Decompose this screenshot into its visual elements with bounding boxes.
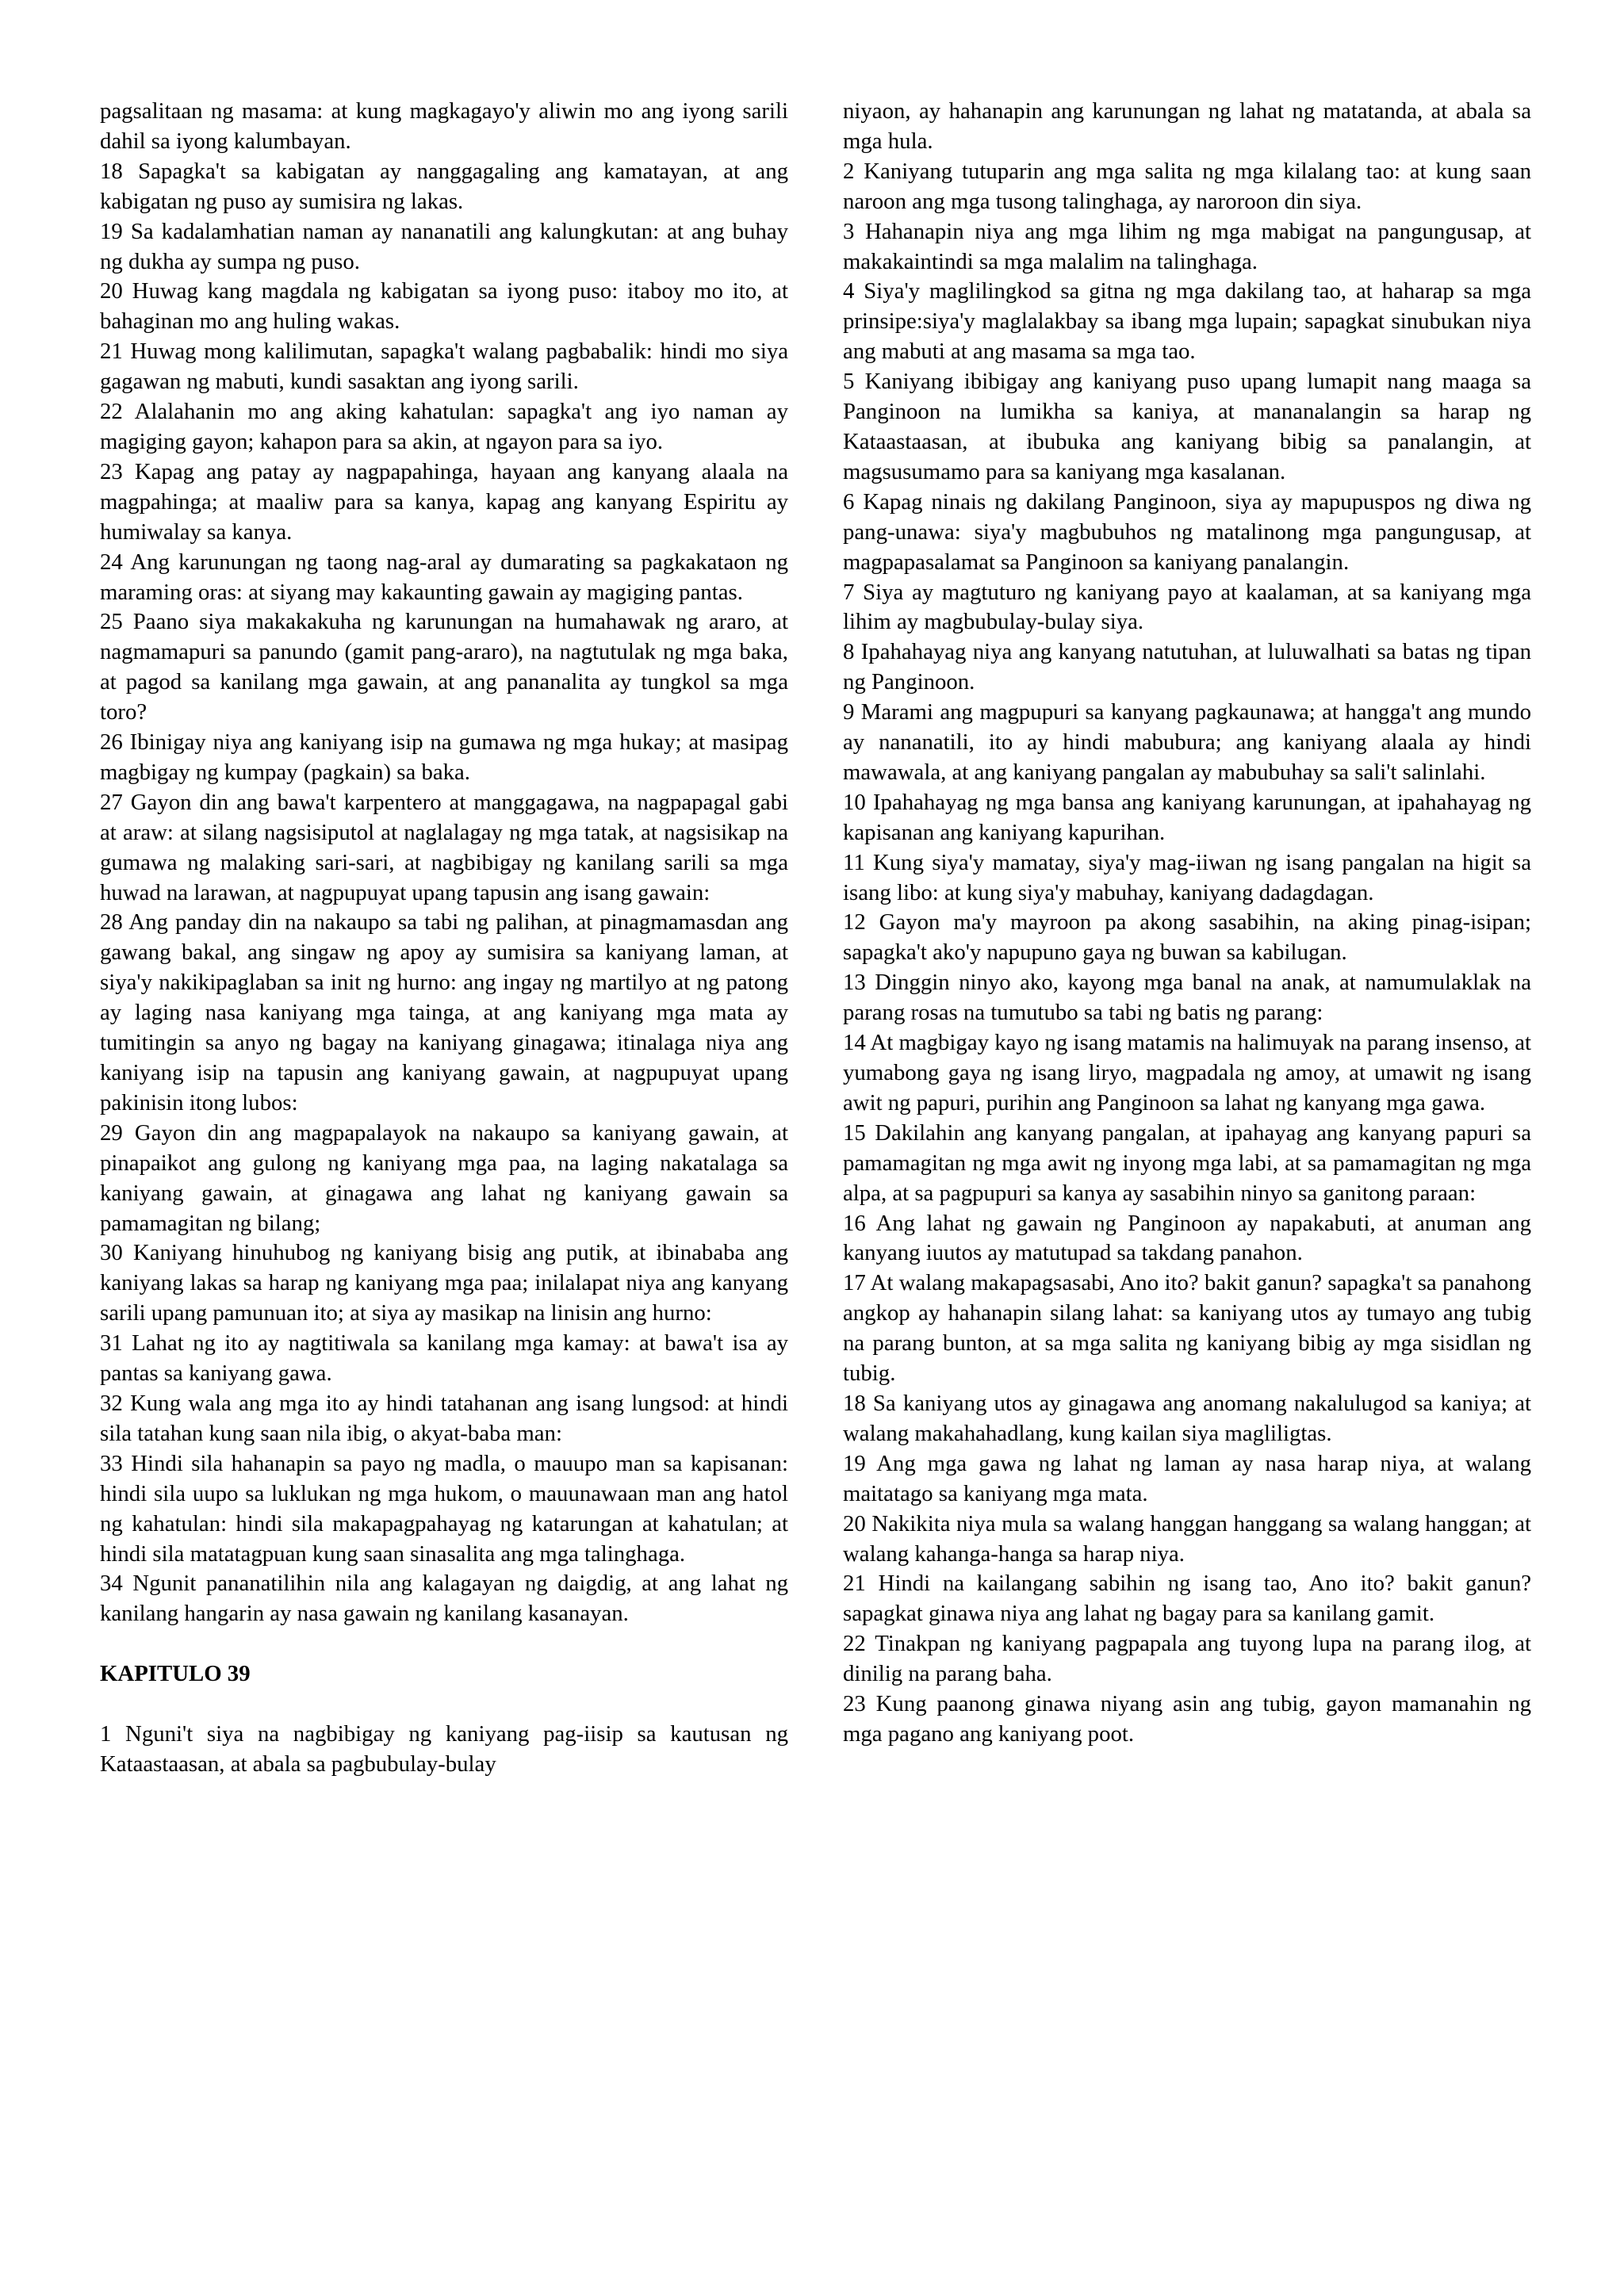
right-column [843, 97, 1531, 1750]
verse-paragraph: 1 Nguni't siya na nagbibigay ng kaniyang pag-iisip sa kautusan ng Kataastaasan, at abala sa pagbubulay-bulay [100, 1720, 788, 1777]
verse-paragraph: 26 Ibinigay niya ang kaniyang isip na gumawa ng mga hukay; at masipag magbigay ng kumpay (pagkain) sa baka. [100, 729, 788, 785]
verse-paragraph: 31 Lahat ng ito ay nagtitiwala sa kanilang mga kamay: at bawa't isa ay pantas sa kaniyang gawa. [100, 1330, 788, 1387]
verse-paragraph: 19 Sa kadalamhatian naman ay nananatili ang kalungkutan: at ang buhay ng dukha ay sumpa ng puso. [100, 218, 788, 274]
verse-paragraph: 17 At walang makapagsasabi, Ano ito? bakit ganun? sapagka't sa panahong angkop ay hahanapin silang lahat: sa kaniyang utos ay tumayo ang tubig na parang bunton, at sa mga salita ng kaniyang bibig ay mga sisidlan ng tubig. [843, 1270, 1531, 1387]
verse-paragraph: niyaon, ay hahanapin ang karunungan ng lahat ng matatanda, at abala sa mga hula. [843, 98, 1531, 154]
verse-paragraph: 23 Kapag ang patay ay nagpapahinga, hayaan ang kanyang alaala na magpahinga; at maaliw para sa kanya, kapag ang kanyang Espiritu ay humiwalay sa kanya. [100, 458, 788, 545]
chapter-heading: KAPITULO 39 [100, 1661, 251, 1687]
verse-paragraph: 8 Ipahahayag niya ang kanyang natutuhan, at luluwalhati sa batas ng tipan ng Panginoon. [843, 639, 1531, 695]
verse-paragraph: 4 Siya'y maglilingkod sa gitna ng mga dakilang tao, at haharap sa mga prinsipe:siya'y maglalakbay sa ibang mga lupain; sapagkat sinubukan niya ang mabuti at ang masama sa mga tao. [843, 278, 1531, 365]
verse-paragraph: 33 Hindi sila hahanapin sa payo ng madla, o mauupo man sa kapisanan: hindi sila uupo sa luklukan ng mga hukom, o mauunawaan man ang hatol ng kahatulan: hindi sila makapagpahayag ng katarungan at kahatulan; at hindi sila matatagpuan kung saan sinasalita ang mga talinghaga. [100, 1450, 788, 1567]
verse-paragraph: 22 Tinakpan ng kaniyang pagpapala ang tuyong lupa na parang ilog, at dinilig na parang baha. [843, 1631, 1531, 1687]
verse-paragraph: 5 Kaniyang ibibigay ang kaniyang puso upang lumapit nang maaga sa Panginoon na lumikha sa kaniya, at mananalangin sa harap ng Kataastaasan, at ibubuka ang kaniyang bibig sa panalangin, at magsusumamo para sa kaniyang mga kasalanan. [843, 369, 1531, 484]
verse-paragraph: 15 Dakilahin ang kanyang pangalan, at ipahayag ang kanyang papuri sa pamamagitan ng mga awit ng inyong mga labi, at sa pamamagitan ng mga alpa, at sa pagpupuri sa kanya ay sasabihin ninyo sa ganitong paraan: [843, 1119, 1531, 1206]
verse-paragraph: 32 Kung wala ang mga ito ay hindi tatahanan ang isang lungsod: at hindi sila tatahan kung saan nila ibig, o akyat-baba man: [100, 1390, 788, 1446]
verse-paragraph: 22 Alalahanin mo ang aking kahatulan: sapagka't ang iyo naman ay magiging gayon; kahapon para sa akin, at ngayon para sa iyo. [100, 399, 788, 454]
verse-paragraph: 21 Huwag mong kalilimutan, sapagka't walang pagbabalik: hindi mo siya gagawan ng mabuti, kundi sasaktan ang iyong sarili. [100, 339, 788, 395]
verse-paragraph: 11 Kung siya'y mamatay, siya'y mag-iiwan ng isang pangalan na higit sa isang libo: at kung siya'y mabuhay, kaniyang dadagdagan. [843, 849, 1531, 905]
verse-paragraph: 27 Gayon din ang bawa't karpentero at manggagawa, na nagpapagal gabi at araw: at silang nagsisiputol at naglalagay ng mga tatak, at nagsisikap na gumawa ng malaking sari-sari, at nagbibigay ng kanilang sarili sa mga huwad na larawan, at nagpupuyat upang tapusin ang isang gawain: [100, 789, 788, 905]
left-column [100, 97, 788, 1780]
verse-paragraph: 20 Nakikita niya mula sa walang hanggan hanggang sa walang hanggan; at walang kahanga-hanga sa harap niya. [843, 1510, 1531, 1567]
verse-paragraph: 18 Sa kaniyang utos ay ginagawa ang anomang nakalulugod sa kaniya; at walang makahahadlang, kung kailan siya magliligtas. [843, 1390, 1531, 1446]
verse-paragraph: 6 Kapag ninais ng dakilang Panginoon, siya ay mapupuspos ng diwa ng pang-unawa: siya'y magbubuhos ng matalinong mga pangungusap, at magpapasalamat sa Panginoon sa kaniyang panalangin. [843, 488, 1531, 575]
verse-paragraph: 24 Ang karunungan ng taong nag-aral ay dumarating sa pagkakataon ng maraming oras: at siyang may kakaunting gawain ay magiging pantas. [100, 549, 788, 605]
verse-paragraph: 29 Gayon din ang magpapalayok na nakaupo sa kaniyang gawain, at pinapaikot ang gulong ng kaniyang mga paa, na laging nakatalaga sa kaniyang gawain, at ginagawa ang lahat ng kaniyang gawain sa pamamagitan ng bilang; [100, 1119, 788, 1236]
verse-paragraph: 34 Ngunit pananatilihin nila ang kalagayan ng daigdig, at ang lahat ng kanilang hangarin ay nasa gawain ng kanilang kasanayan. [100, 1571, 788, 1627]
verse-paragraph: 13 Dinggin ninyo ako, kayong mga banal na anak, at namumulaklak na parang rosas na tumutubo sa tabi ng batis ng parang: [843, 970, 1531, 1026]
verse-paragraph: 18 Sapagka't sa kabigatan ay nanggagaling ang kamatayan, at ang kabigatan ng puso ay sumisira ng lakas. [100, 158, 788, 214]
verse-paragraph: 9 Marami ang magpupuri sa kanyang pagkaunawa; at hangga't ang mundo ay nananatili, ito ay hindi mabubura; ang kaniyang alaala ay hindi mawawala, at ang kaniyang pangalan ay mabubuhay sa sali't salinlahi. [843, 699, 1531, 785]
verse-paragraph: 12 Gayon ma'y mayroon pa akong sasabihin, na aking pinag-isipan; sapagka't ako'y napupuno gaya ng buwan sa kabilugan. [843, 909, 1531, 966]
verse-paragraph: 21 Hindi na kailangang sabihin ng isang tao, Ano ito? bakit ganun? sapagkat ginawa niya ang lahat ng bagay para sa kanilang gamit. [843, 1571, 1531, 1627]
verse-paragraph: 14 At magbigay kayo ng isang matamis na halimuyak na parang insenso, at yumabong gaya ng isang liryo, magpadala ng amoy, at umawit ng isang awit ng papuri, purihin ang Panginoon sa lahat ng kanyang mga gawa. [843, 1030, 1531, 1115]
verse-paragraph: 25 Paano siya makakakuha ng karunungan na humahawak ng araro, at nagmamapuri sa panundo (gamit pang-araro), na nagtutulak ng mga baka, at pagod sa kanilang mga gawain, at ang pananalita ay tungkol sa mga toro? [100, 609, 788, 725]
verse-paragraph: 28 Ang panday din na nakaupo sa tabi ng palihan, at pinagmamasdan ang gawang bakal, ang singaw ng apoy ay sumisira sa kaniyang laman, at siya'y nakikipaglaban sa init ng hurno: ang ingay ng martilyo at ng patong ay laging nasa kaniyang mga tainga, at ang kaniyang mga mata ay tumitingin sa anyo ng bagay na kaniyang ginagawa; itinalaga niya ang kaniyang isip na tapusin ang kaniyang gawain, at nagpupuyat upang pakinisin itong lubos: [100, 909, 788, 1115]
verse-paragraph: 7 Siya ay magtuturo ng kaniyang payo at kaalaman, at sa kaniyang mga lihim ay magbubulay-bulay siya. [843, 579, 1531, 635]
verse-paragraph: 23 Kung paanong ginawa niyang asin ang tubig, gayon mamanahin ng mga pagano ang kaniyang poot. [843, 1691, 1531, 1747]
verse-paragraph: 30 Kaniyang hinuhubog ng kaniyang bisig ang putik, at ibinababa ang kaniyang lakas sa harap ng kaniyang mga paa; inilalapat niya ang kanyang sarili upang pamunuan ito; at siya ay masikap na linisin ang hurno: [100, 1240, 788, 1326]
verse-paragraph: 16 Ang lahat ng gawain ng Panginoon ay napakabuti, at anuman ang kanyang iuutos ay matutupad sa takdang panahon. [843, 1210, 1531, 1266]
verse-paragraph: 19 Ang mga gawa ng lahat ng laman ay nasa harap niya, at walang maitatago sa kaniyang mga mata. [843, 1450, 1531, 1506]
verse-paragraph: pagsalitaan ng masama: at kung magkagayo'y aliwin mo ang iyong sarili dahil sa iyong kalumbayan. [100, 98, 788, 154]
verse-paragraph: 20 Huwag kang magdala ng kabigatan sa iyong puso: itaboy mo ito, at bahaginan mo ang huling wakas. [100, 278, 788, 335]
verse-paragraph: 2 Kaniyang tutuparin ang mga salita ng mga kilalang tao: at kung saan naroon ang mga tusong talinghaga, ay naroroon din siya. [843, 158, 1531, 214]
verse-paragraph: 10 Ipahahayag ng mga bansa ang kaniyang karunungan, at ipahahayag ng kapisanan ang kaniyang kapurihan. [843, 789, 1531, 845]
verse-paragraph: 3 Hahanapin niya ang mga lihim ng mga mabigat na pangungusap, at makakaintindi sa mga malalim na talinghaga. [843, 218, 1531, 274]
